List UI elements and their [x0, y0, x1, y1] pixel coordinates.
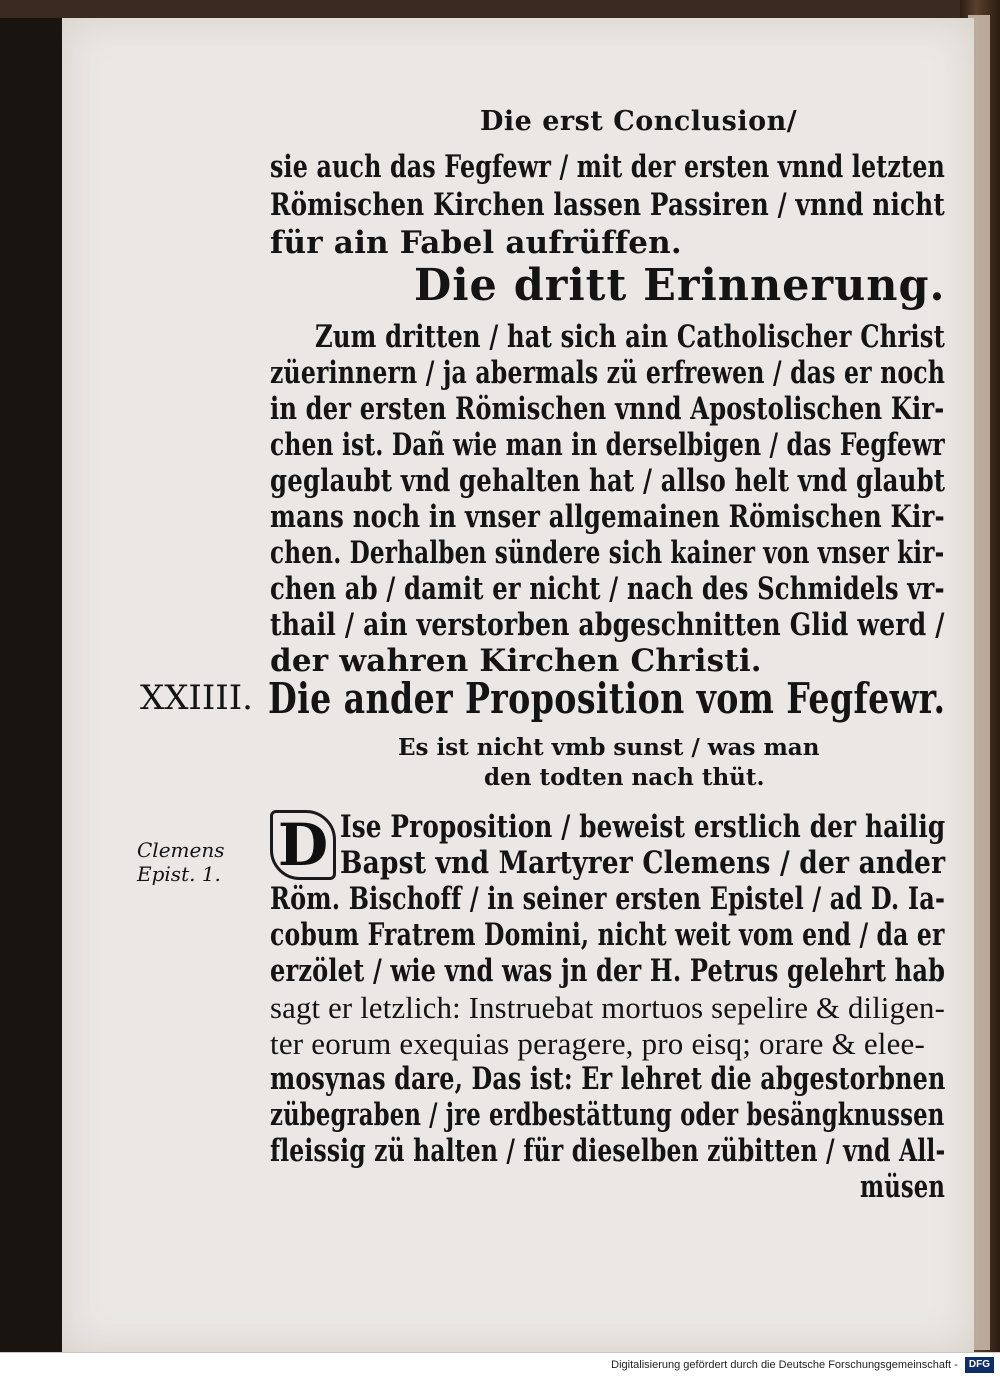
text-line: sagt er letzlich: Instruebat mortuos sepelire & diligen-	[270, 990, 945, 1025]
margin-note: Clemens	[137, 838, 225, 862]
text-line: chen ist. Dañ wie man in derselbigen / das Fegfewr	[270, 427, 945, 463]
proposition-subtitle: den todten nach thüt.	[484, 764, 765, 791]
text-line: Zum dritten / hat sich ain Catholischer Christ	[315, 319, 945, 355]
decorated-initial: D	[270, 810, 336, 880]
text-line: ter eorum exequias peragere, pro eisq; orare & elee-	[270, 1026, 926, 1061]
text-line: thail / ain verstorben abgeschnitten Glid werd /	[270, 607, 945, 643]
scan-top-edge	[0, 0, 1000, 18]
text-line: müsen	[860, 1169, 946, 1205]
text-line: Röm. Bischoff / in seiner ersten Epistel / ad D. Ia-	[270, 881, 946, 917]
running-head: Die erst Conclusion/	[480, 106, 798, 137]
text-line: erzölet / wie vnd was jn der H. Petrus gelehrt hab	[270, 953, 946, 989]
text-line: in der ersten Römischen vnnd Apostolischen Kir-	[270, 391, 945, 427]
text-line: Ise Proposition / beweist erstlich der hailig	[340, 809, 946, 845]
footer-credit: Digitalisierung gefördert durch die Deutsche Forschungsgemeinschaft -	[611, 1359, 958, 1371]
dfg-logo-icon: DFG	[965, 1357, 994, 1373]
text-line: geglaubt vnd gehalten hat / allso helt vnd glaubt	[270, 463, 946, 499]
text-line: Römischen Kirchen lassen Passiren / vnnd nicht	[270, 187, 945, 223]
text-line: züerinnern / ja abermals zü erfrewen / das er noch	[270, 355, 946, 391]
text-line: chen. Derhalben sündere sich kainer von vnser kir-	[270, 535, 945, 571]
text-line: mans noch in vnser allgemainen Römischen Kir-	[270, 499, 945, 535]
text-line: Bapst vnd Martyrer Clemens / der ander	[340, 845, 946, 881]
proposition-subtitle: Es ist nicht vmb sunst / was man	[398, 734, 820, 761]
proposition-number: XXIIII.	[140, 678, 253, 718]
text-line: fleissig zü halten / für dieselben zübitten / vnd All-	[270, 1133, 946, 1169]
text-line: der wahren Kirchen Christi.	[270, 643, 762, 679]
text-line: für ain Fabel aufrüffen.	[270, 225, 682, 261]
text-line: chen ab / damit er nicht / nach des Schmidels vr-	[270, 571, 945, 607]
text-line: mosynas dare, Das ist: Er lehret die abgestorbnen	[270, 1061, 946, 1097]
text-line: cobum Fratrem Domini, nicht weit vom end / da er	[270, 917, 945, 953]
text-line: zübegraben / jre erdbestättung oder besängknussen	[270, 1097, 945, 1133]
margin-note: Epist. 1.	[137, 862, 221, 886]
section-heading: Die dritt Erinnerung.	[414, 260, 946, 311]
proposition-title: Die ander Proposition vom Fegfewr.	[268, 674, 946, 723]
footer-bar	[0, 1352, 1000, 1377]
text-line: sie auch das Fegfewr / mit der ersten vnnd letzten	[270, 149, 945, 185]
